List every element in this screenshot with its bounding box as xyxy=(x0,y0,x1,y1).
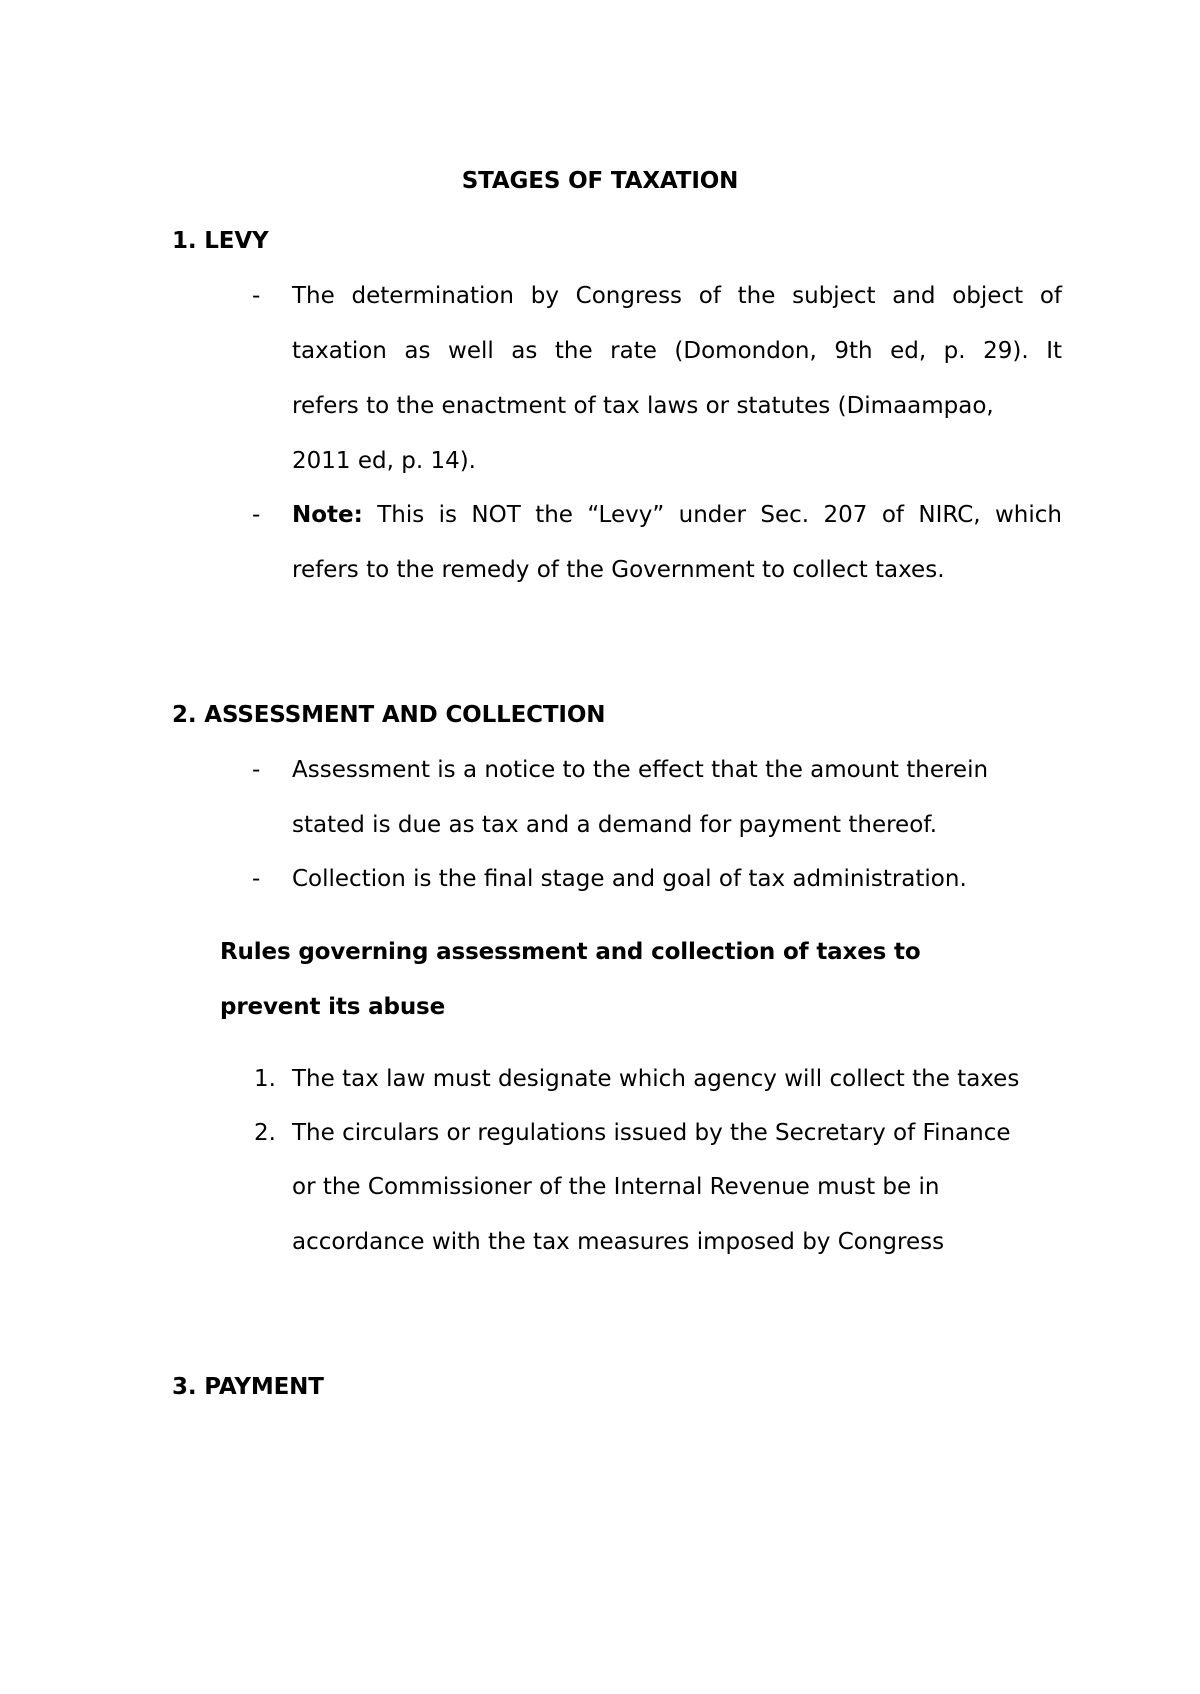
assessment-definition-line-2: stated is due as tax and a demand for payment thereof. xyxy=(292,812,937,838)
levy-definition-line-2: taxation as well as the rate (Domondon, 9th ed, p. 29). It xyxy=(292,338,1062,364)
document-title: STAGES OF TAXATION xyxy=(461,168,739,194)
levy-definition-line-1: The determination by Congress of the subject and object of xyxy=(292,283,1062,309)
bullet-dash: - xyxy=(252,757,261,783)
rule-2-line-3: accordance with the tax measures imposed by Congress xyxy=(292,1229,945,1255)
note-text: This is NOT the “Levy” under Sec. 207 of NIRC, which xyxy=(362,502,1062,528)
section-heading-levy: 1. LEVY xyxy=(172,228,269,254)
rule-2-line-2: or the Commissioner of the Internal Revenue must be in xyxy=(292,1174,940,1200)
note-label: Note: xyxy=(292,502,363,528)
section-heading-payment: 3. PAYMENT xyxy=(172,1374,324,1400)
rule-2-line-1: The circulars or regulations issued by the Secretary of Finance xyxy=(292,1120,1011,1146)
section-heading-assessment-collection: 2. ASSESSMENT AND COLLECTION xyxy=(172,702,606,728)
rules-subheading-line-2: prevent its abuse xyxy=(220,994,446,1020)
levy-note-line-1 xyxy=(292,500,1062,530)
assessment-definition-line-1: Assessment is a notice to the effect that the amount therein xyxy=(292,757,989,783)
rules-subheading-line-1: Rules governing assessment and collection of taxes to xyxy=(220,939,921,965)
collection-definition-line-1: Collection is the final stage and goal of tax administration. xyxy=(292,866,967,892)
levy-note-line-2: refers to the remedy of the Government to collect taxes. xyxy=(292,557,945,583)
rule-number: 2. xyxy=(254,1120,276,1146)
bullet-dash: - xyxy=(252,502,261,528)
levy-definition-line-3: refers to the enactment of tax laws or statutes (Dimaampao, xyxy=(292,393,994,419)
bullet-dash: - xyxy=(252,866,261,892)
rule-1-line-1: The tax law must designate which agency will collect the taxes xyxy=(292,1066,1020,1092)
rule-number: 1. xyxy=(254,1066,276,1092)
levy-definition-line-4: 2011 ed, p. 14). xyxy=(292,448,476,474)
bullet-dash: - xyxy=(252,283,261,309)
